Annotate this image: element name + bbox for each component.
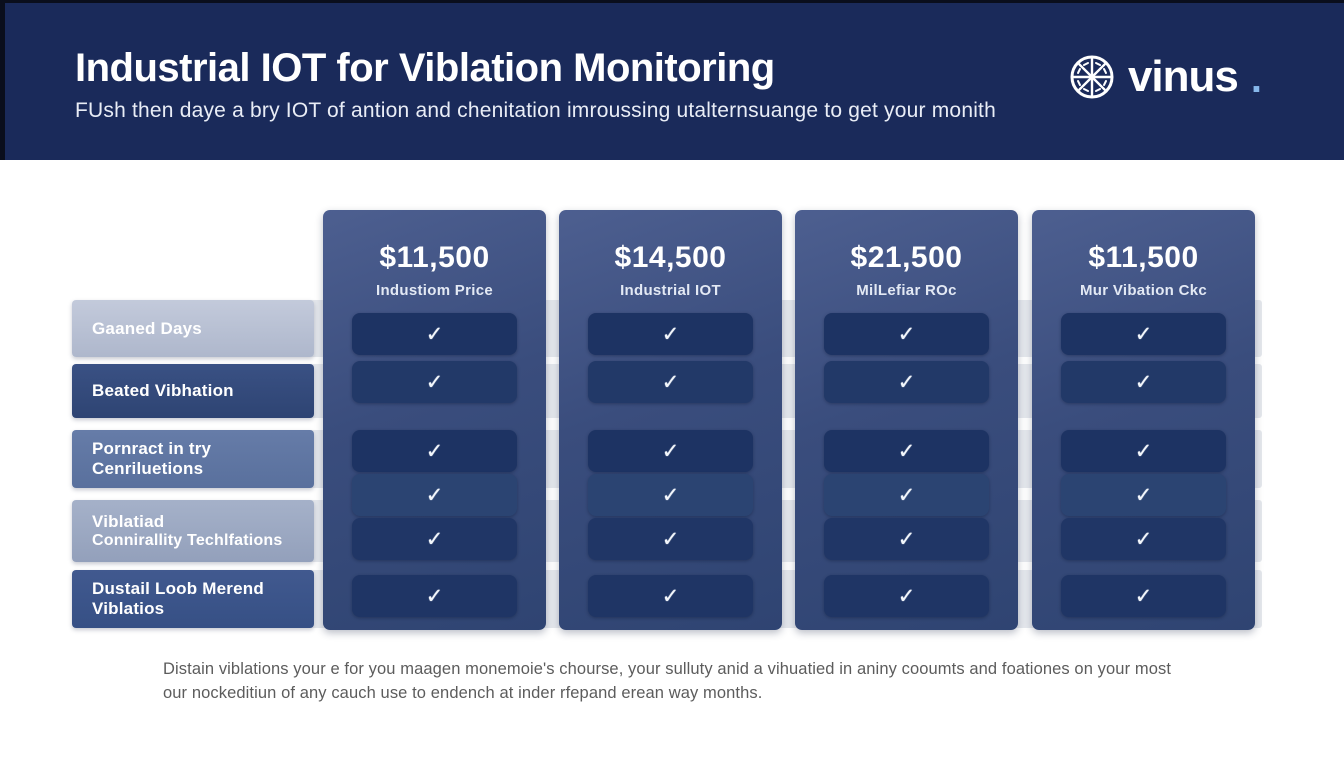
feature-label-text-line2: Connirallity Techlfations <box>92 532 283 549</box>
brand-logo <box>1067 52 1262 102</box>
feature-row-label-3 <box>72 430 314 488</box>
plan-price: $11,500 <box>379 241 490 274</box>
check-icon: ✓ <box>425 482 444 507</box>
feature-cell <box>1061 430 1226 472</box>
feature-cell <box>352 430 517 472</box>
brand-dot: . <box>1250 57 1262 101</box>
plan-name: MilLefiar ROc <box>856 282 957 299</box>
header-text <box>75 46 996 123</box>
feature-cell <box>352 313 517 355</box>
feature-cell <box>824 361 989 403</box>
feature-cell <box>588 518 753 560</box>
feature-label-text: Pornract in try Cenriluetions <box>92 439 212 478</box>
check-icon: ✓ <box>661 583 680 608</box>
check-icon: ✓ <box>897 321 916 346</box>
footer-line-1: Distain viblations your e for you maagen monemoie's chourse, your sulluty anid a vihuatied in aniny cooumts and foationes on your most <box>163 660 1172 678</box>
feature-cell <box>1061 575 1226 617</box>
feature-cell <box>588 361 753 403</box>
check-icon: ✓ <box>661 526 680 551</box>
feature-cell <box>352 575 517 617</box>
check-icon: ✓ <box>425 321 444 346</box>
header-banner <box>0 0 1344 160</box>
feature-label-text: Dustail Loob Merend Viblatios <box>92 579 264 618</box>
check-icon: ✓ <box>897 583 916 608</box>
brand-name: vinus <box>1127 52 1238 101</box>
check-icon: ✓ <box>661 321 680 346</box>
page-subtitle: FUsh then daye a bry IOT of antion and chenitation imroussing utalternsuange to get your monith <box>75 99 996 122</box>
plan-name: Mur Vibation Ckc <box>1079 282 1208 299</box>
check-icon: ✓ <box>1134 321 1153 346</box>
check-icon: ✓ <box>661 438 680 463</box>
check-icon: ✓ <box>661 482 680 507</box>
feature-cell <box>824 474 989 516</box>
feature-cell <box>1061 518 1226 560</box>
feature-row-label-2 <box>72 364 314 418</box>
feature-row-label-1 <box>72 300 314 357</box>
check-icon: ✓ <box>1134 482 1153 507</box>
feature-cell <box>352 361 517 403</box>
plan-price: $11,500 <box>1088 241 1199 274</box>
feature-cell <box>352 474 517 516</box>
feature-cell <box>588 474 753 516</box>
check-icon: ✓ <box>1134 583 1153 608</box>
plan-card-4[interactable] <box>1032 210 1255 630</box>
plan-card-2[interactable] <box>559 210 782 630</box>
feature-row-label-4 <box>72 500 314 562</box>
plan-name: Industiom Price <box>375 282 494 299</box>
plan-card-3[interactable] <box>795 210 1018 630</box>
feature-label-text: Viblatiad <box>92 512 165 531</box>
feature-cell <box>824 313 989 355</box>
check-icon: ✓ <box>425 583 444 608</box>
feature-cell <box>588 575 753 617</box>
feature-cell <box>1061 361 1226 403</box>
feature-cell <box>824 518 989 560</box>
plan-price: $21,500 <box>850 241 963 274</box>
wheel-logo-icon <box>1067 52 1117 102</box>
check-icon: ✓ <box>897 526 916 551</box>
feature-cell <box>588 313 753 355</box>
plan-card-1[interactable] <box>323 210 546 630</box>
check-icon: ✓ <box>1134 526 1153 551</box>
check-icon: ✓ <box>897 438 916 463</box>
feature-cell <box>1061 474 1226 516</box>
feature-cell <box>352 518 517 560</box>
feature-cell <box>588 430 753 472</box>
check-icon: ✓ <box>425 526 444 551</box>
footer-line-2: our nockeditiun of any cauch use to endench at inder rfepand erean way months. <box>163 684 763 702</box>
feature-cell <box>1061 313 1226 355</box>
feature-label-text: Beated Vibhation <box>92 381 234 400</box>
plan-price: $14,500 <box>614 241 727 274</box>
check-icon: ✓ <box>1134 438 1153 463</box>
check-icon: ✓ <box>1134 369 1153 394</box>
feature-cell <box>824 430 989 472</box>
feature-label-text: Gaaned Days <box>92 318 202 338</box>
feature-row-label-5 <box>72 570 314 628</box>
footer-note <box>163 657 1203 705</box>
check-icon: ✓ <box>661 369 680 394</box>
check-icon: ✓ <box>425 438 444 463</box>
feature-cell <box>824 575 989 617</box>
plan-name: Industrial IOT <box>620 282 721 299</box>
check-icon: ✓ <box>425 369 444 394</box>
check-icon: ✓ <box>897 369 916 394</box>
check-icon: ✓ <box>897 482 916 507</box>
page-title: Industrial IOT for Viblation Monitoring <box>75 46 775 90</box>
